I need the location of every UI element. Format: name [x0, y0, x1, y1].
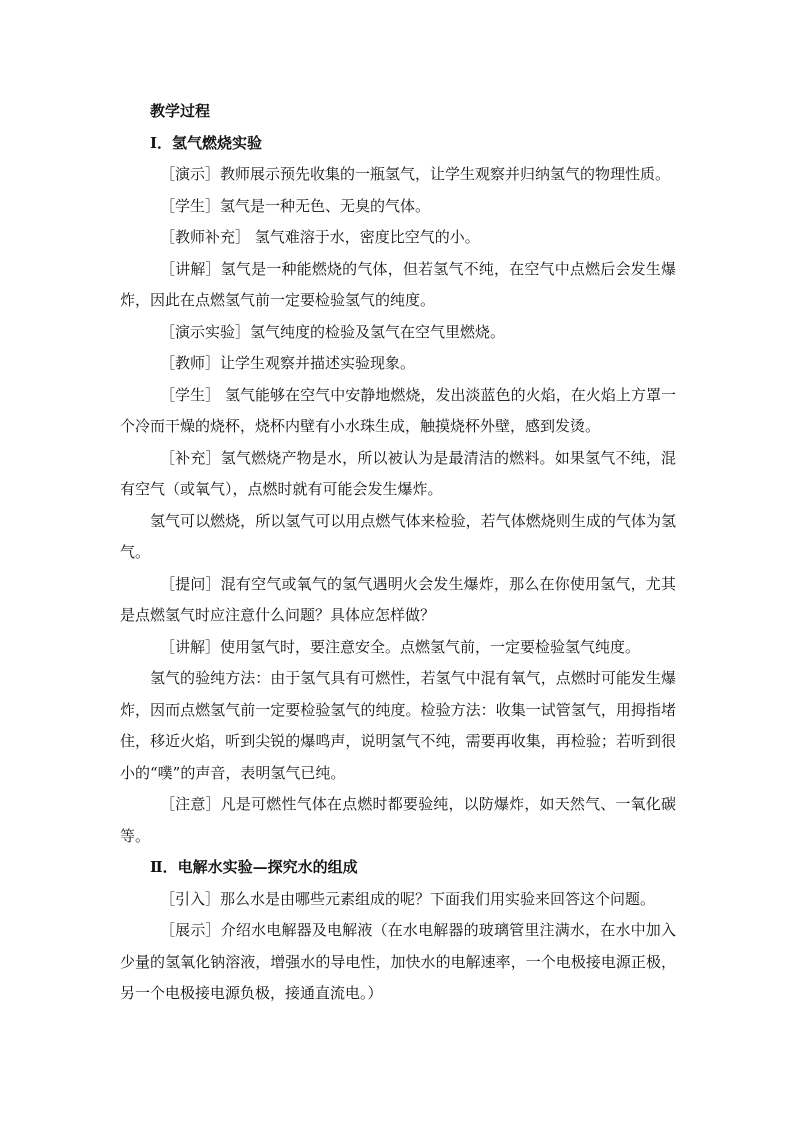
paragraph-hydrogen-test: 氢气可以燃烧，所以氢气可以用点燃气体来检验，若气体燃烧则生成的气体为氢气。 — [120, 511, 676, 561]
paragraph-student-1: ［学生］氢气是一种无色、无臭的气体。 — [160, 196, 431, 215]
paragraph-demo: ［演示］教师展示预先收集的一瓶氢气，让学生观察并归纳氢气的物理性质。 — [160, 165, 671, 183]
paragraph-explanation-1: ［讲解］氢气是一种能燃烧的气体，但若氢气不纯，在空气中点燃后会发生爆炸，因此在点燃氢气前一定要检验氢气的纯度。 — [120, 259, 676, 309]
paragraph-introduction: ［引入］那么水是由哪些元素组成的呢？下面我们用实验来回答这个问题。 — [160, 889, 656, 908]
section-heading-hydrogen-combustion: Ⅰ．氢气燃烧实验 — [150, 133, 263, 152]
document-title: 教学过程 — [150, 102, 211, 120]
paragraph-explanation-2: ［讲解］使用氢气时，要注意安全。点燃氢气前，一定要检验氢气纯度。 — [160, 637, 641, 656]
paragraph-question: ［提问］混有空气或氧气的氢气遇明火会发生爆炸，那么在你使用氢气，尤其是点燃氢气时应注意什么问题？具体应怎样做？ — [120, 574, 676, 624]
paragraph-student-2: ［学生］ 氢气能够在空气中安静地燃烧，发出淡蓝色的火焰，在火焰上方罩一个冷而干燥的烧杯，烧杯内壁有小水珠生成，触摸烧杯外壁，感到发烫。 — [120, 385, 676, 435]
paragraph-teacher: ［教师］让学生观察并描述实验现象。 — [160, 354, 416, 372]
paragraph-display: ［展示］介绍水电解器及电解液（在水电解器的玻璃管里注满水，在水中加入少量的氢氧化钠溶液，增强水的导电性，加快水的电解速率，一个电极接电源正极，另一个电极接电源负极，接通直流电。） — [120, 921, 676, 1002]
paragraph-note: ［注意］凡是可燃性气体在点燃时都要验纯，以防爆炸，如天然气、一氧化碳等。 — [120, 795, 676, 845]
paragraph-supplement: ［补充］氢气燃烧产物是水，所以被认为是最清洁的燃料。如果氢气不纯，混有空气（或氧气），点燃时就有可能会发生爆炸。 — [120, 448, 676, 498]
paragraph-purity-method: 氢气的验纯方法：由于氢气具有可燃性，若氢气中混有氧气，点燃时可能发生爆炸，因而点燃氢气前一定要检验氢气的纯度。检验方法：收集一试管氢气，用拇指堵住，移近火焰，听到尖锐的爆鸣声，说明氢气不纯，需要再收集，再检验；若听到很小的“噗”的声音，表明氢气已纯。 — [120, 669, 676, 782]
document-body — [120, 96, 676, 1010]
section-heading-electrolysis: Ⅱ．电解水实验—探究水的组成 — [150, 858, 358, 876]
paragraph-teacher-supplement: ［教师补充］ 氢气难溶于水，密度比空气的小。 — [160, 228, 480, 246]
paragraph-demo-experiment: ［演示实验］氢气纯度的检验及氢气在空气里燃烧。 — [160, 322, 506, 341]
